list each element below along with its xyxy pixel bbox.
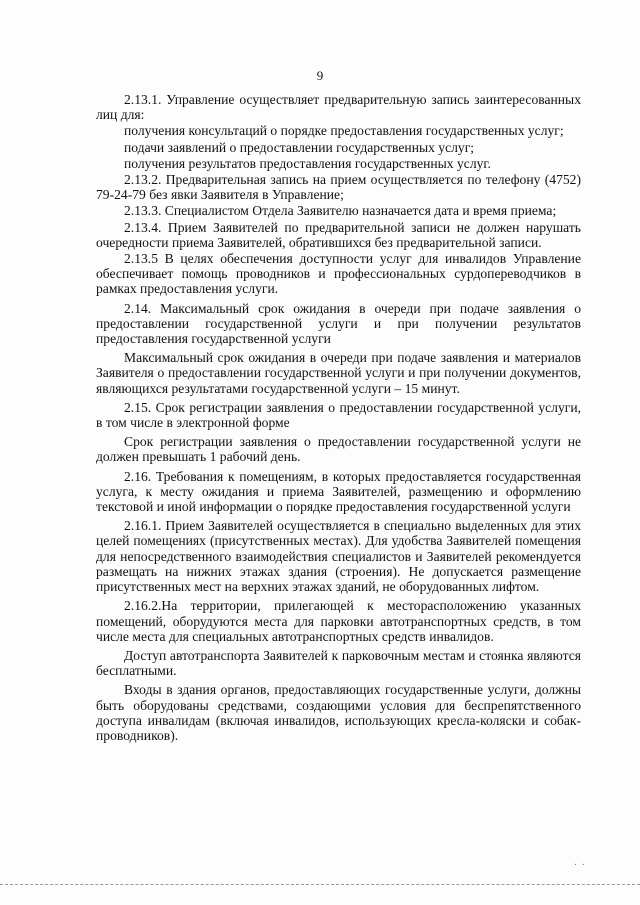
paragraph-2-16-2: 2.16.2.На территории, прилегающей к месторасположению указанных помещений, оборудуются места для парковки автотранспортных средств, в том числе места для специальных автотранспортных средств инвалидов. [96, 598, 581, 644]
paragraph-2-15: 2.15. Срок регистрации заявления о предоставлении государственной услуги, в том числе в электронной форме [96, 399, 581, 431]
paragraph-2-16-1: 2.16.1. Прием Заявителей осуществляется в специально выделенных для этих целей помещениях (присутственных местах). Для удобства Заявителей помещения для непосредственного взаимодействия специалистов и Заявителей рекомендуется размещать на нижних этажах здания (строения). Не допускается размещение присутственных мест на верхних этажах зданий, не оборудованных лифтом. [96, 518, 581, 595]
list-item-applications: подачи заявлений о предоставлении государственных услуг; [124, 139, 475, 155]
paragraph-2-16: 2.16. Требования к помещениям, в которых предоставляется государственная услуга, к месту ожидания и приема Заявителей, размещению и оформлению текстовой и иной информации о порядке предоставления государственной услуги [96, 468, 581, 515]
paragraph-2-13-2: 2.13.2. Предварительная запись на прием осуществляется по телефону (4752) 79-24-79 без явки Заявителя в Управление; [96, 172, 581, 203]
paragraph-waiting-time: Максимальный срок ожидания в очереди при подаче заявления и материалов Заявителя о предоставлении государственной услуги и при получении документов, являющихся результатами государственной услуги – 15 минут. [96, 350, 581, 396]
paragraph-entrances: Входы в здания органов, предоставляющих государственные услуги, должны быть оборудованы средствами, создающими условия для беспрепятственного доступа инвалидам (включая инвалидов, использующих кресла-коляски и собак-проводников). [96, 682, 581, 743]
page-number: 9 [316, 68, 324, 83]
footer-dashed-line [0, 884, 640, 885]
paragraph-2-13-4: 2.13.4. Прием Заявителей по предварительной записи не должен нарушать очередности приема Заявителей, обратившихся без предварительной записи. [96, 219, 581, 250]
list-item-results: получения результатов предоставления государственных услуг. [124, 155, 491, 171]
list-item-consultations: получения консультаций о порядке предоставления государственных услуг; [124, 123, 564, 139]
paragraph-2-13-1: 2.13.1. Управление осуществляет предварительную запись заинтересованных лиц для: [96, 92, 581, 123]
paragraph-parking-access: Доступ автотранспорта Заявителей к парковочным местам и стоянка являются бесплатными. [96, 647, 581, 679]
scan-artifact-dots: · · [573, 860, 586, 871]
paragraph-2-13-5: 2.13.5 В целях обеспечения доступности услуг для инвалидов Управление обеспечивает помощь проводников и профессиональных сурдопереводчиков в рамках предоставления услуги. [96, 251, 581, 297]
paragraph-registration-time: Срок регистрации заявления о предоставлении государственной услуги не должен превышать 1 рабочий день. [96, 434, 581, 465]
paragraph-2-14: 2.14. Максимальный срок ожидания в очереди при подаче заявления о предоставлении государственной услуги и при получении результатов предоставления государственной услуги [96, 300, 581, 347]
paragraph-2-13-3: 2.13.3. Специалистом Отдела Заявителю назначается дата и время приема; [124, 203, 557, 219]
document-body [96, 92, 581, 744]
